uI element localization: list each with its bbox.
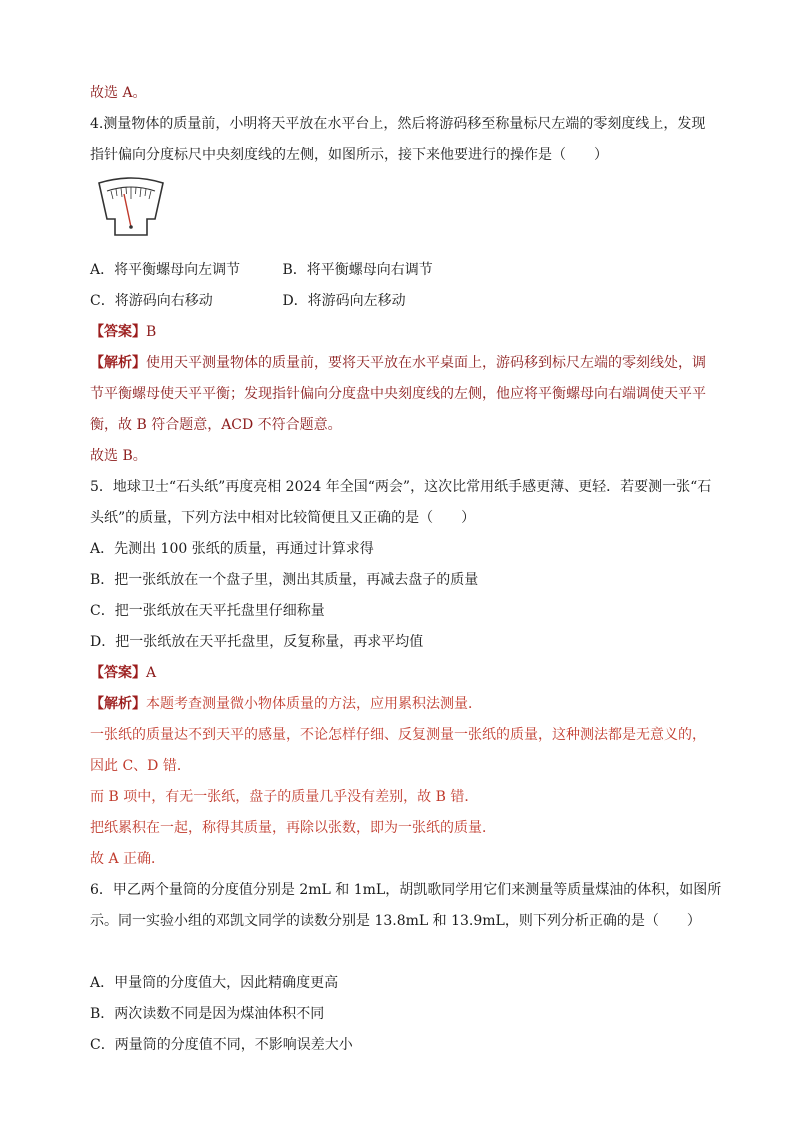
q5-stem-line1: 5．地球卫士“石头纸”再度亮相 2024 年全国“两会”，这次比常用纸手感更薄、更轻．若要测一张“石: [90, 479, 712, 495]
q4-answer: [90, 317, 710, 348]
q5-analysis-line2: 一张纸的质量达不到天平的感量，不论怎样仔细、反复测量一张纸的质量，这种测法都是无意义的，: [90, 727, 706, 743]
q6-option-c: C．两量筒的分度值不同，不影响误差大小: [90, 1037, 353, 1053]
q4-conclusion: 故选 B。: [90, 448, 147, 464]
balance-dial-icon: [95, 175, 167, 241]
q5-conclusion: 故 A 正确．: [90, 851, 166, 867]
q4-analysis-label: 【解析】: [90, 355, 146, 371]
q4-analysis-line2: 节平衡螺母使天平平衡；发现指针偏向分度盘中央刻度线的左侧，他应将平衡螺母向右端调使天平平: [90, 386, 706, 402]
q4-analysis-text1: 使用天平测量物体的质量前，要将天平放在水平桌面上，游码移到标尺左端的零刻线处，调: [146, 355, 706, 371]
q4-stem-line2: 指针偏向分度标尺中央刻度线的左侧，如图所示，接下来他要进行的操作是（ ）: [90, 147, 608, 163]
q3-conclusion: 故选 A。: [90, 85, 147, 101]
q5-analysis-line4: 而 B 项中，有无一张纸，盘子的质量几乎没有差别，故 B 错．: [90, 789, 479, 805]
q5-option-b: B．把一张纸放在一个盘子里，测出其质量，再减去盘子的质量: [90, 572, 479, 588]
q4-option-d: D．将游码向左移动: [282, 293, 406, 309]
q6-stem-line2: 示。同一实验小组的邓凯文同学的读数分别是 13.8mL 和 13.9mL，则下列分析正确的是（ ）: [90, 913, 701, 929]
q5-option-a: A．先测出 100 张纸的质量，再通过计算求得: [90, 541, 374, 557]
q4-answer-label: 【答案】: [90, 324, 146, 340]
q5-analysis-line1: [90, 689, 710, 720]
q5-answer-value: A: [146, 665, 157, 681]
q4-option-a: A．将平衡螺母向左调节: [90, 262, 241, 278]
q5-option-c: C．把一张纸放在天平托盘里仔细称量: [90, 603, 325, 619]
q5-analysis-label: 【解析】: [90, 696, 146, 712]
q4-analysis-line1: [90, 348, 710, 379]
q5-answer-label: 【答案】: [90, 665, 146, 681]
q4-answer-value: B: [146, 324, 157, 340]
q5-stem-line2: 头纸”的质量，下列方法中相对比较简便且又正确的是（ ）: [90, 510, 476, 526]
q5-answer: [90, 658, 710, 689]
q6-option-a: A．甲量筒的分度值大，因此精确度更高: [90, 975, 339, 991]
q6-option-b: B．两次读数不同是因为煤油体积不同: [90, 1006, 325, 1022]
q6-stem-line1: 6．甲乙两个量筒的分度值分别是 2mL 和 1mL，胡凯歌同学用它们来测量等质量煤油的体积，如图所: [90, 882, 722, 898]
q4-option-c: C．将游码向右移动: [90, 293, 213, 309]
q4-stem-line1: 4.测量物体的质量前，小明将天平放在水平台上，然后将游码移至称量标尺左端的零刻度线上，发现: [90, 116, 706, 132]
q4-options-row1: [90, 255, 710, 286]
q6-figure-space: [90, 937, 710, 968]
balance-scale-figure: [90, 175, 710, 251]
q5-analysis-line5: 把纸累积在一起，称得其质量，再除以张数，即为一张纸的质量．: [90, 820, 496, 836]
q4-option-b: B．将平衡螺母向右调节: [282, 262, 433, 278]
q4-options-row2: [90, 286, 710, 317]
q5-analysis-line3: 因此 C、D 错．: [90, 758, 191, 774]
document-page: [90, 78, 722, 1061]
q5-analysis-text1: 本题考查测量微小物体质量的方法，应用累积法测量．: [146, 696, 482, 712]
q5-option-d: D．把一张纸放在天平托盘里，反复称量，再求平均值: [90, 634, 424, 650]
q4-analysis-line3: 衡，故 B 符合题意，ACD 不符合题意。: [90, 417, 342, 433]
